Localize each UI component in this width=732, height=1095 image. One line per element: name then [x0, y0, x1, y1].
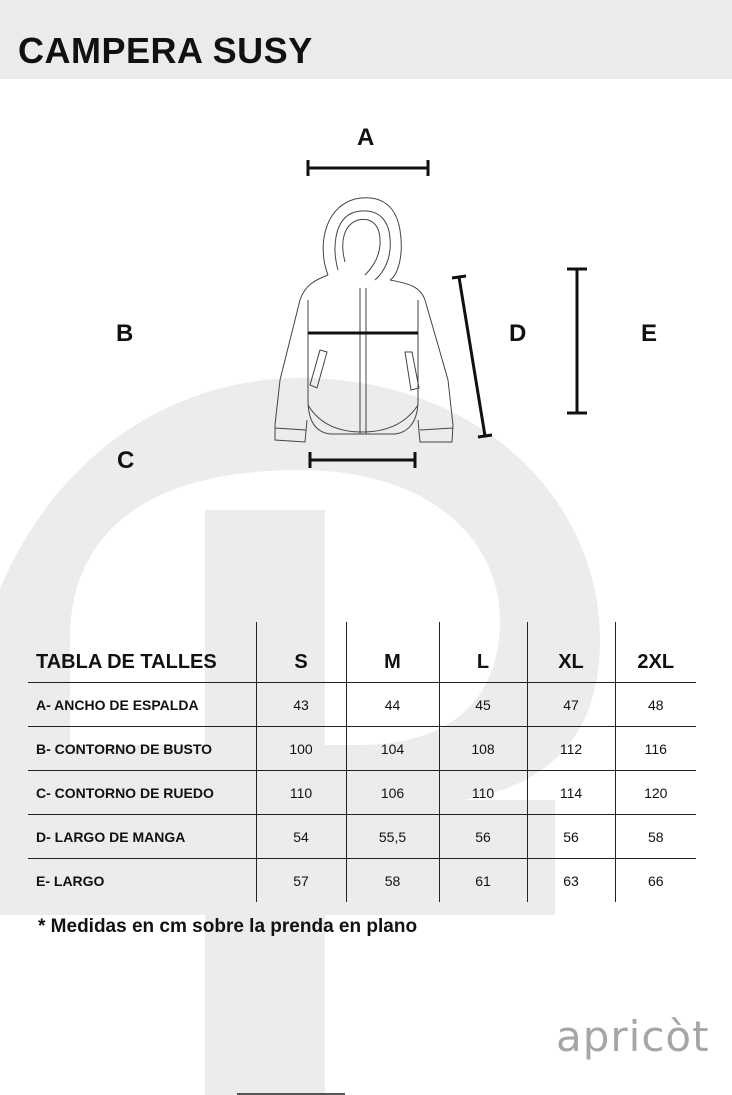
table-cell: 44	[346, 683, 439, 727]
label-a: A	[357, 124, 375, 151]
table-cell: 43	[256, 683, 346, 727]
table-cell: 56	[527, 815, 615, 859]
table-cell: 47	[527, 683, 615, 727]
table-cell: 104	[346, 727, 439, 771]
table-row	[28, 771, 696, 815]
row-label: E- LARGO	[36, 872, 105, 889]
table-cell: 66	[615, 859, 696, 903]
table-cell: 106	[346, 771, 439, 815]
table-cell: 48	[615, 683, 696, 727]
table-cell: 58	[346, 859, 439, 903]
table-cell: 61	[439, 859, 527, 903]
table-header-row	[28, 622, 696, 683]
table-cell: 55,5	[346, 815, 439, 859]
table-cell: 112	[527, 727, 615, 771]
row-label: A- ANCHO DE ESPALDA	[28, 683, 256, 727]
table-cell: 56	[439, 815, 527, 859]
table-row	[28, 683, 696, 727]
table-row	[28, 859, 696, 903]
table-cell: 58	[615, 815, 696, 859]
measurement-note: * Medidas en cm sobre la prenda en plano	[38, 916, 418, 937]
table-title: TABLA DE TALLES	[28, 622, 256, 683]
label-e: E	[641, 320, 658, 347]
table-cell: 63	[527, 859, 615, 903]
table-row	[28, 815, 696, 859]
row-label: B- CONTORNO DE BUSTO	[28, 727, 256, 771]
label-c: C	[117, 447, 135, 474]
page-title: CAMPERA SUSY	[18, 30, 313, 71]
table-cell: 100	[256, 727, 346, 771]
row-label: D- LARGO DE MANGA	[28, 815, 256, 859]
size-header-l: L	[439, 622, 527, 683]
header-bar	[0, 0, 732, 79]
table-cell: 120	[615, 771, 696, 815]
label-b: B	[116, 320, 134, 347]
table-row	[28, 727, 696, 771]
table-cell: 54	[256, 815, 346, 859]
table-cell: 110	[439, 771, 527, 815]
table-cell: 45	[439, 683, 527, 727]
table-cell: 116	[615, 727, 696, 771]
table-cell: 114	[527, 771, 615, 815]
size-header-xl: XL	[527, 622, 615, 683]
size-table	[28, 622, 696, 902]
table-cell: 57	[256, 859, 346, 903]
row-label: C- CONTORNO DE RUEDO	[28, 771, 256, 815]
size-header-s: S	[256, 622, 346, 683]
size-header-m: M	[346, 622, 439, 683]
brand-logo: apricòt	[556, 1012, 710, 1061]
jacket-outline	[275, 198, 453, 442]
label-d: D	[509, 320, 527, 347]
table-cell: 108	[439, 727, 527, 771]
size-header-2xl: 2XL	[615, 622, 696, 683]
table-cell: 110	[256, 771, 346, 815]
measure-lines	[308, 160, 587, 468]
